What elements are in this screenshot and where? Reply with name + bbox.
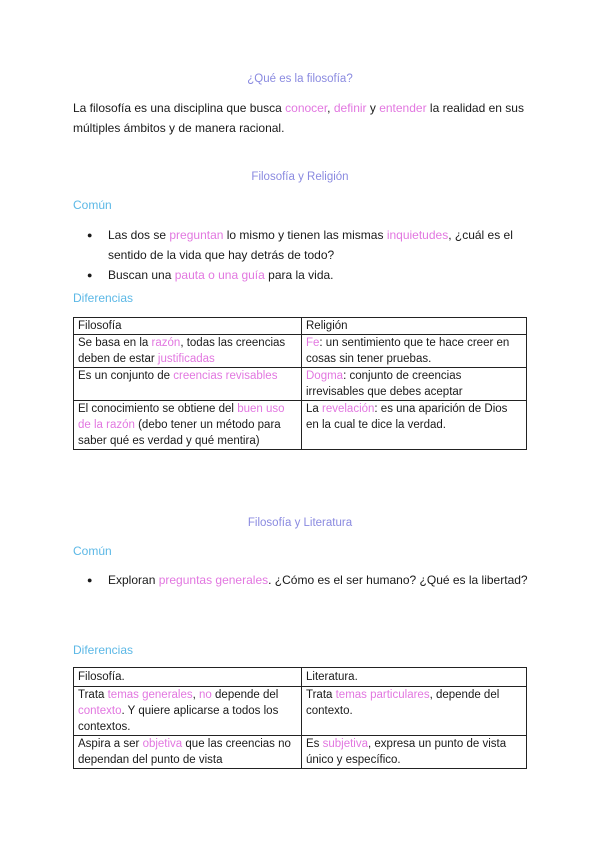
table-cell: Fe: un sentimiento que te hace creer en cosas sin tener pruebas. bbox=[302, 335, 527, 368]
common-list-religion bbox=[73, 225, 533, 285]
table-header-cell: Religión bbox=[302, 318, 527, 335]
table-row bbox=[74, 318, 527, 335]
table-row bbox=[74, 736, 527, 769]
intro-paragraph: La filosofía es una disciplina que busca conocer, definir y entender la realidad en sus múltiples ámbitos y de manera racional. bbox=[73, 101, 524, 135]
table-row bbox=[74, 668, 527, 687]
list-item: ● Las dos se preguntan lo mismo y tienen las mismas inquietudes, ¿cuál es el sentido de la vida que hay detrás de todo? bbox=[73, 225, 533, 265]
table-cell: Es subjetiva, expresa un punto de vista único y específico. bbox=[302, 736, 527, 769]
table-cell: Aspira a ser objetiva que las creencias no dependan del punto de vista bbox=[74, 736, 302, 769]
table-cell: Trata temas particulares, depende del contexto. bbox=[302, 687, 527, 736]
list-item: ● Exploran preguntas generales. ¿Cómo es el ser humano? ¿Qué es la libertad? bbox=[73, 570, 533, 590]
table-row bbox=[74, 401, 527, 450]
common-heading-literature: Común bbox=[73, 544, 112, 558]
table-header-cell: Filosofía. bbox=[74, 668, 302, 687]
table-cell: Dogma: conjunto de creencias irrevisables que debes aceptar bbox=[302, 368, 527, 401]
table-cell: Trata temas generales, no depende del contexto. Y quiere aplicarse a todos los contextos. bbox=[74, 687, 302, 736]
table-row bbox=[74, 335, 527, 368]
table-row bbox=[74, 687, 527, 736]
common-heading-religion: Común bbox=[73, 198, 112, 212]
differences-heading-religion: Diferencias bbox=[73, 291, 134, 305]
table-cell: La revelación: es una aparición de Dios en la cual te dice la verdad. bbox=[302, 401, 527, 450]
differences-heading-literature: Diferencias bbox=[73, 643, 134, 657]
table-cell: Se basa en la razón, todas las creencias deben de estar justificadas bbox=[74, 335, 302, 368]
section-title-religion: Filosofía y Religión bbox=[251, 171, 349, 183]
table-cell: Es un conjunto de creencias revisables bbox=[74, 368, 302, 401]
table-header-cell: Literatura. bbox=[302, 668, 527, 687]
section-title-literature: Filosofía y Literatura bbox=[247, 517, 353, 529]
table-cell: El conocimiento se obtiene del buen uso de la razón (debo tener un método para saber qué es verdad y qué mentira) bbox=[74, 401, 302, 450]
comparison-table-religion bbox=[73, 317, 527, 450]
table-row bbox=[74, 368, 527, 401]
page-title: ¿Qué es la filosofía? bbox=[247, 73, 353, 85]
common-list-literature bbox=[73, 570, 533, 590]
comparison-table-literature bbox=[73, 667, 527, 769]
list-item: ● Buscan una pauta o una guía para la vida. bbox=[73, 265, 533, 285]
table-header-cell: Filosofía bbox=[74, 318, 302, 335]
